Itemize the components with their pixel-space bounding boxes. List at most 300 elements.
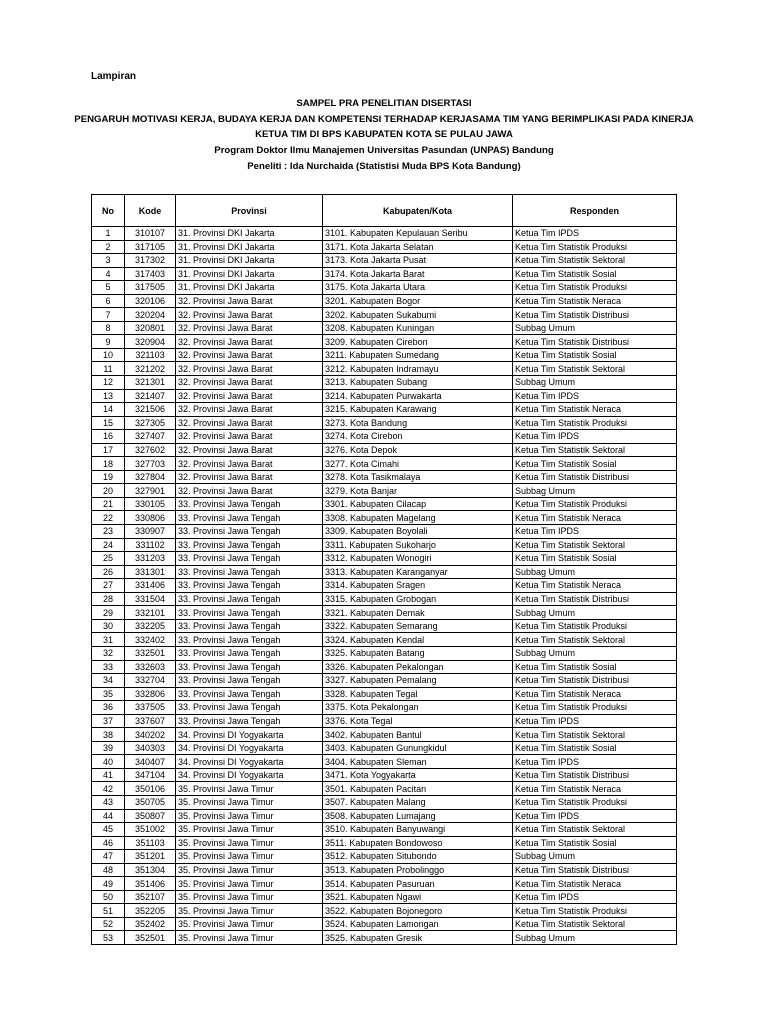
cell-kabupaten-kota: 3313. Kabupaten Karanganyar [323,565,513,579]
cell-responden: Ketua Tim Statistik Neraca [513,782,677,796]
cell-responden: Subbag Umum [513,931,677,945]
cell-responden: Ketua Tim Statistik Produksi [513,240,677,254]
cell-kode: 327901 [125,484,176,498]
cell-provinsi: 33. Provinsi Jawa Tengah [176,606,323,620]
cell-kode: 331406 [125,579,176,593]
cell-kode: 352205 [125,904,176,918]
cell-no: 45 [92,823,125,837]
cell-responden: Ketua Tim Statistik Sektoral [513,443,677,457]
cell-no: 16 [92,430,125,444]
cell-no: 28 [92,592,125,606]
table-row [92,836,677,850]
cell-provinsi: 33. Provinsi Jawa Tengah [176,633,323,647]
cell-no: 50 [92,890,125,904]
cell-responden: Ketua Tim IPDS [513,890,677,904]
cell-responden: Ketua Tim Statistik Produksi [513,619,677,633]
table-row [92,823,677,837]
cell-provinsi: 33. Provinsi Jawa Tengah [176,538,323,552]
cell-kabupaten-kota: 3507. Kabupaten Malang [323,795,513,809]
cell-kabupaten-kota: 3471. Kota Yogyakarta [323,768,513,782]
cell-no: 4 [92,267,125,281]
cell-kabupaten-kota: 3521. Kabupaten Ngawi [323,890,513,904]
cell-kode: 350705 [125,795,176,809]
cell-provinsi: 35. Provinsi Jawa Timur [176,782,323,796]
cell-no: 27 [92,579,125,593]
cell-provinsi: 31. Provinsi DKI Jakarta [176,281,323,295]
table-row [92,741,677,755]
cell-kabupaten-kota: 3376. Kota Tegal [323,714,513,728]
cell-kode: 351406 [125,877,176,891]
cell-provinsi: 33. Provinsi Jawa Tengah [176,525,323,539]
cell-responden: Ketua Tim Statistik Neraca [513,687,677,701]
cell-responden: Ketua Tim Statistik Produksi [513,904,677,918]
cell-responden: Ketua Tim Statistik Sosial [513,552,677,566]
cell-provinsi: 33. Provinsi Jawa Tengah [176,646,323,660]
table-row [92,619,677,633]
cell-responden: Ketua Tim Statistik Distribusi [513,592,677,606]
cell-provinsi: 35. Provinsi Jawa Timur [176,795,323,809]
table-row [92,430,677,444]
cell-kode: 320801 [125,321,176,335]
table-row [92,660,677,674]
table-row [92,795,677,809]
cell-provinsi: 32. Provinsi Jawa Barat [176,348,323,362]
table-header-row [92,195,677,227]
cell-kode: 321506 [125,403,176,417]
cell-kabupaten-kota: 3101. Kabupaten Kepulauan Seribu [323,227,513,241]
cell-no: 37 [92,714,125,728]
cell-kabupaten-kota: 3208. Kabupaten Kuningan [323,321,513,335]
cell-no: 24 [92,538,125,552]
cell-responden: Subbag Umum [513,646,677,660]
cell-provinsi: 34. Provinsi DI Yogyakarta [176,755,323,769]
table-row [92,850,677,864]
cell-kabupaten-kota: 3273. Kota Bandung [323,416,513,430]
cell-responden: Subbag Umum [513,850,677,864]
cell-no: 18 [92,457,125,471]
cell-kode: 317302 [125,254,176,268]
table-row [92,931,677,945]
cell-responden: Ketua Tim Statistik Distribusi [513,308,677,322]
cell-kabupaten-kota: 3312. Kabupaten Wonogiri [323,552,513,566]
cell-kode: 347104 [125,768,176,782]
cell-no: 39 [92,741,125,755]
cell-no: 38 [92,728,125,742]
cell-kabupaten-kota: 3524. Kabupaten Lamongan [323,917,513,931]
cell-kode: 351304 [125,863,176,877]
table-row [92,294,677,308]
cell-no: 23 [92,525,125,539]
cell-responden: Ketua Tim Statistik Sosial [513,660,677,674]
table-row [92,227,677,241]
table-row [92,579,677,593]
document-title-block [0,96,768,174]
cell-kode: 320204 [125,308,176,322]
cell-no: 12 [92,376,125,390]
cell-no: 53 [92,931,125,945]
cell-responden: Ketua Tim Statistik Distribusi [513,674,677,688]
cell-responden: Ketua Tim Statistik Neraca [513,511,677,525]
cell-responden: Ketua Tim Statistik Produksi [513,795,677,809]
cell-provinsi: 35. Provinsi Jawa Timur [176,850,323,864]
cell-kode: 331203 [125,552,176,566]
cell-no: 35 [92,687,125,701]
cell-kabupaten-kota: 3513. Kabupaten Probolinggo [323,863,513,877]
cell-responden: Ketua Tim IPDS [513,525,677,539]
cell-responden: Ketua Tim Statistik Neraca [513,403,677,417]
table-row [92,389,677,403]
table-row [92,254,677,268]
cell-kode: 351002 [125,823,176,837]
cell-provinsi: 33. Provinsi Jawa Tengah [176,687,323,701]
cell-no: 51 [92,904,125,918]
table-row [92,768,677,782]
table-row [92,917,677,931]
cell-responden: Ketua Tim Statistik Sosial [513,348,677,362]
table-row [92,484,677,498]
cell-provinsi: 32. Provinsi Jawa Barat [176,294,323,308]
cell-responden: Ketua Tim Statistik Sektoral [513,538,677,552]
cell-responden: Subbag Umum [513,565,677,579]
cell-provinsi: 32. Provinsi Jawa Barat [176,308,323,322]
cell-no: 25 [92,552,125,566]
cell-no: 21 [92,497,125,511]
cell-kode: 321301 [125,376,176,390]
cell-responden: Ketua Tim Statistik Distribusi [513,863,677,877]
cell-kabupaten-kota: 3211. Kabupaten Sumedang [323,348,513,362]
cell-responden: Ketua Tim IPDS [513,714,677,728]
table-row [92,592,677,606]
cell-no: 49 [92,877,125,891]
cell-kode: 327602 [125,443,176,457]
cell-kode: 340303 [125,741,176,755]
cell-kode: 317505 [125,281,176,295]
cell-kabupaten-kota: 3404. Kabupaten Sleman [323,755,513,769]
cell-provinsi: 35. Provinsi Jawa Timur [176,917,323,931]
title-line: SAMPEL PRA PENELITIAN DISERTASI [296,98,472,109]
cell-provinsi: 35. Provinsi Jawa Timur [176,877,323,891]
table-row [92,714,677,728]
cell-responden: Subbag Umum [513,376,677,390]
cell-kabupaten-kota: 3321. Kabupaten Demak [323,606,513,620]
table-row [92,538,677,552]
program-line: Program Doktor Ilmu Manajemen Universitas Pasundan (UNPAS) Bandung [214,145,554,157]
table-row [92,240,677,254]
cell-no: 43 [92,795,125,809]
cell-provinsi: 33. Provinsi Jawa Tengah [176,511,323,525]
cell-no: 2 [92,240,125,254]
column-header-provinsi: Provinsi [176,195,323,227]
cell-kode: 351103 [125,836,176,850]
cell-kode: 327703 [125,457,176,471]
cell-responden: Ketua Tim Statistik Sosial [513,267,677,281]
cell-no: 31 [92,633,125,647]
cell-kode: 352107 [125,890,176,904]
cell-kode: 321103 [125,348,176,362]
table-row [92,565,677,579]
cell-no: 29 [92,606,125,620]
cell-no: 5 [92,281,125,295]
cell-responden: Ketua Tim IPDS [513,389,677,403]
cell-no: 6 [92,294,125,308]
cell-kode: 331504 [125,592,176,606]
cell-kabupaten-kota: 3522. Kabupaten Bojonegoro [323,904,513,918]
table-row [92,728,677,742]
cell-kode: 330806 [125,511,176,525]
column-header-no: No [92,195,125,227]
cell-kabupaten-kota: 3173. Kota Jakarta Pusat [323,254,513,268]
cell-provinsi: 32. Provinsi Jawa Barat [176,403,323,417]
cell-no: 26 [92,565,125,579]
cell-no: 48 [92,863,125,877]
cell-no: 40 [92,755,125,769]
cell-kabupaten-kota: 3403. Kabupaten Gunungkidul [323,741,513,755]
cell-kode: 337505 [125,701,176,715]
cell-provinsi: 32. Provinsi Jawa Barat [176,443,323,457]
cell-kode: 340407 [125,755,176,769]
cell-responden: Ketua Tim IPDS [513,809,677,823]
cell-kode: 352501 [125,931,176,945]
cell-kode: 327407 [125,430,176,444]
cell-responden: Ketua Tim Statistik Distribusi [513,768,677,782]
cell-responden: Ketua Tim Statistik Sosial [513,741,677,755]
table-row [92,904,677,918]
cell-responden: Ketua Tim Statistik Sosial [513,457,677,471]
cell-kabupaten-kota: 3324. Kabupaten Kendal [323,633,513,647]
cell-responden: Ketua Tim Statistik Produksi [513,281,677,295]
cell-kode: 350807 [125,809,176,823]
cell-kabupaten-kota: 3212. Kabupaten Indramayu [323,362,513,376]
title-line: PENGARUH MOTIVASI KERJA, BUDAYA KERJA DAN KOMPETENSI TERHADAP KERJASAMA TIM YANG BERIMPLIKASI PADA KINERJA [74,113,694,125]
cell-kabupaten-kota: 3508. Kabupaten Lumajang [323,809,513,823]
cell-kode: 337607 [125,714,176,728]
table-row [92,443,677,457]
cell-kabupaten-kota: 3278. Kota Tasikmalaya [323,470,513,484]
table-row [92,281,677,295]
cell-responden: Ketua Tim Statistik Sosial [513,836,677,850]
cell-no: 3 [92,254,125,268]
table-row [92,782,677,796]
cell-provinsi: 34. Provinsi DI Yogyakarta [176,741,323,755]
cell-responden: Subbag Umum [513,321,677,335]
cell-kode: 321407 [125,389,176,403]
table-row [92,362,677,376]
researcher-line: Peneliti : Ida Nurchaida (Statistisi Muda BPS Kota Bandung) [247,160,521,172]
cell-kode: 332603 [125,660,176,674]
cell-provinsi: 32. Provinsi Jawa Barat [176,376,323,390]
cell-kabupaten-kota: 3314. Kabupaten Sragen [323,579,513,593]
cell-no: 8 [92,321,125,335]
table-row [92,308,677,322]
column-header-responden: Responden [513,195,677,227]
cell-no: 52 [92,917,125,931]
cell-no: 7 [92,308,125,322]
cell-responden: Ketua Tim Statistik Sektoral [513,917,677,931]
cell-no: 42 [92,782,125,796]
table-row [92,755,677,769]
cell-responden: Ketua Tim Statistik Distribusi [513,470,677,484]
cell-provinsi: 34. Provinsi DI Yogyakarta [176,728,323,742]
cell-no: 30 [92,619,125,633]
table-row [92,701,677,715]
cell-provinsi: 35. Provinsi Jawa Timur [176,863,323,877]
title-line: KETUA TIM DI BPS KABUPATEN KOTA SE PULAU JAWA [255,129,513,141]
cell-kabupaten-kota: 3501. Kabupaten Pacitan [323,782,513,796]
table-row [92,633,677,647]
cell-provinsi: 35. Provinsi Jawa Timur [176,836,323,850]
column-header-kabupaten-kota: Kabupaten/Kota [323,195,513,227]
cell-no: 20 [92,484,125,498]
cell-no: 33 [92,660,125,674]
table-row [92,877,677,891]
cell-kabupaten-kota: 3328. Kabupaten Tegal [323,687,513,701]
cell-kode: 331102 [125,538,176,552]
cell-provinsi: 31. Provinsi DKI Jakarta [176,240,323,254]
table-row [92,890,677,904]
cell-provinsi: 35. Provinsi Jawa Timur [176,931,323,945]
cell-kabupaten-kota: 3311. Kabupaten Sukoharjo [323,538,513,552]
table-row [92,646,677,660]
cell-kabupaten-kota: 3276. Kota Depok [323,443,513,457]
table-row [92,497,677,511]
cell-provinsi: 35. Provinsi Jawa Timur [176,809,323,823]
cell-provinsi: 31. Provinsi DKI Jakarta [176,254,323,268]
table-row [92,863,677,877]
cell-kode: 317403 [125,267,176,281]
cell-kode: 330105 [125,497,176,511]
cell-kabupaten-kota: 3308. Kabupaten Magelang [323,511,513,525]
cell-kabupaten-kota: 3202. Kabupaten Sukabumi [323,308,513,322]
cell-kabupaten-kota: 3209. Kabupaten Cirebon [323,335,513,349]
cell-no: 41 [92,768,125,782]
cell-no: 13 [92,389,125,403]
column-header-kode: Kode [125,195,176,227]
cell-no: 14 [92,403,125,417]
cell-no: 46 [92,836,125,850]
cell-responden: Ketua Tim Statistik Distribusi [513,335,677,349]
table-row [92,457,677,471]
cell-kabupaten-kota: 3174. Kota Jakarta Barat [323,267,513,281]
cell-provinsi: 33. Provinsi Jawa Tengah [176,497,323,511]
lampiran-label: Lampiran [91,71,137,82]
cell-provinsi: 31. Provinsi DKI Jakarta [176,267,323,281]
cell-kode: 332704 [125,674,176,688]
cell-kode: 332806 [125,687,176,701]
cell-kabupaten-kota: 3402. Kabupaten Bantul [323,728,513,742]
cell-provinsi: 33. Provinsi Jawa Tengah [176,619,323,633]
cell-provinsi: 33. Provinsi Jawa Tengah [176,552,323,566]
cell-kabupaten-kota: 3512. Kabupaten Situbondo [323,850,513,864]
cell-responden: Ketua Tim Statistik Sektoral [513,728,677,742]
table-row [92,348,677,362]
cell-provinsi: 32. Provinsi Jawa Barat [176,362,323,376]
cell-responden: Ketua Tim Statistik Neraca [513,877,677,891]
cell-kabupaten-kota: 3511. Kabupaten Bondowoso [323,836,513,850]
cell-kabupaten-kota: 3325. Kabupaten Batang [323,646,513,660]
cell-no: 34 [92,674,125,688]
cell-responden: Ketua Tim IPDS [513,430,677,444]
cell-kabupaten-kota: 3375. Kota Pekalongan [323,701,513,715]
cell-no: 22 [92,511,125,525]
cell-responden: Subbag Umum [513,606,677,620]
cell-responden: Ketua Tim IPDS [513,227,677,241]
cell-kode: 330907 [125,525,176,539]
cell-provinsi: 33. Provinsi Jawa Tengah [176,579,323,593]
cell-provinsi: 32. Provinsi Jawa Barat [176,457,323,471]
cell-kabupaten-kota: 3274. Kota Cirebon [323,430,513,444]
cell-kabupaten-kota: 3213. Kabupaten Subang [323,376,513,390]
table-row [92,809,677,823]
cell-no: 19 [92,470,125,484]
cell-kode: 352402 [125,917,176,931]
cell-provinsi: 33. Provinsi Jawa Tengah [176,701,323,715]
sample-table [91,194,677,945]
cell-kode: 320106 [125,294,176,308]
cell-kabupaten-kota: 3201. Kabupaten Bogor [323,294,513,308]
cell-kode: 351201 [125,850,176,864]
cell-provinsi: 35. Provinsi Jawa Timur [176,904,323,918]
cell-kabupaten-kota: 3301. Kabupaten Cilacap [323,497,513,511]
cell-kabupaten-kota: 3514. Kabupaten Pasuruan [323,877,513,891]
cell-provinsi: 32. Provinsi Jawa Barat [176,484,323,498]
cell-no: 17 [92,443,125,457]
table-row [92,525,677,539]
cell-provinsi: 33. Provinsi Jawa Tengah [176,592,323,606]
cell-kode: 332205 [125,619,176,633]
cell-provinsi: 32. Provinsi Jawa Barat [176,416,323,430]
cell-responden: Ketua Tim Statistik Sektoral [513,823,677,837]
cell-kabupaten-kota: 3327. Kabupaten Pemalang [323,674,513,688]
cell-kabupaten-kota: 3277. Kota Cimahi [323,457,513,471]
cell-kode: 310107 [125,227,176,241]
cell-kabupaten-kota: 3279. Kota Banjar [323,484,513,498]
cell-kode: 320904 [125,335,176,349]
cell-no: 10 [92,348,125,362]
cell-no: 47 [92,850,125,864]
table-body [92,227,677,945]
cell-kabupaten-kota: 3309. Kabupaten Boyolali [323,525,513,539]
table-row [92,674,677,688]
cell-responden: Ketua Tim Statistik Neraca [513,579,677,593]
cell-kabupaten-kota: 3326. Kabupaten Pekalongan [323,660,513,674]
cell-no: 9 [92,335,125,349]
cell-provinsi: 32. Provinsi Jawa Barat [176,335,323,349]
cell-kode: 340202 [125,728,176,742]
cell-provinsi: 35. Provinsi Jawa Timur [176,890,323,904]
cell-provinsi: 32. Provinsi Jawa Barat [176,430,323,444]
cell-kode: 332402 [125,633,176,647]
table-row [92,552,677,566]
table-row [92,267,677,281]
table-row [92,511,677,525]
cell-no: 11 [92,362,125,376]
cell-kabupaten-kota: 3510. Kabupaten Banyuwangi [323,823,513,837]
table-row [92,321,677,335]
cell-kode: 332501 [125,646,176,660]
cell-kode: 331301 [125,565,176,579]
cell-kabupaten-kota: 3175. Kota Jakarta Utara [323,281,513,295]
cell-kode: 317105 [125,240,176,254]
cell-responden: Ketua Tim Statistik Sektoral [513,254,677,268]
cell-kabupaten-kota: 3315. Kabupaten Grobogan [323,592,513,606]
cell-no: 15 [92,416,125,430]
cell-kabupaten-kota: 3171. Kota Jakarta Selatan [323,240,513,254]
table-row [92,416,677,430]
cell-kabupaten-kota: 3214. Kabupaten Purwakarta [323,389,513,403]
table-row [92,335,677,349]
cell-responden: Ketua Tim Statistik Sektoral [513,362,677,376]
cell-responden: Ketua Tim Statistik Produksi [513,416,677,430]
